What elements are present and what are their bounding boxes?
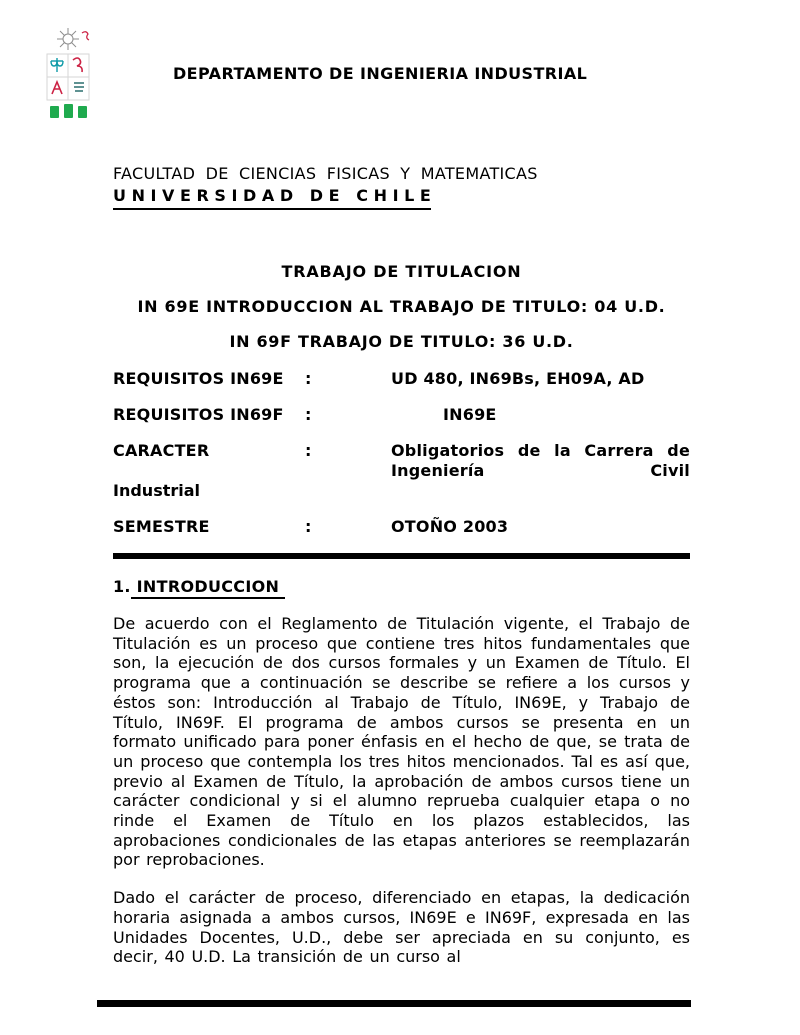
section-title: INTRODUCCION	[131, 576, 285, 599]
section-divider	[113, 553, 690, 559]
course-title-in69e: IN 69E INTRODUCCION AL TRABAJO DE TITULO: 04 U.D.	[137, 297, 666, 316]
department-header: DEPARTAMENTO DE INGENIERIA INDUSTRIAL	[173, 64, 588, 83]
info-label: REQUISITOS IN69E	[113, 369, 284, 388]
info-value: UD 480, IN69Bs, EH09A, AD	[391, 369, 645, 388]
document-content	[113, 0, 690, 967]
info-label: REQUISITOS IN69F	[113, 405, 284, 424]
info-label: CARACTER	[113, 441, 210, 460]
info-row-requisitos-in69e	[113, 369, 690, 389]
info-row-caracter	[113, 441, 690, 481]
info-row-semestre	[113, 517, 690, 537]
intro-paragraph-1: De acuerdo con el Reglamento de Titulación vigente, el Trabajo de Titulación es un proceso que contiene tres hitos fundamentales que son, la ejecución de dos cursos formales y un Examen de Título. El programa que a continuación se describe se refiere a los cursos y éstos son: Introducción al Trabajo de Título, IN69E, y Trabajo de Título, IN69F. El programa de ambos cursos se presenta en un formato unificado para poner énfasis en el hecho de que, se trata de un proceso que contempla los tres hitos mencionados. Tal es así que, previo al Examen de Título, la aprobación de ambos cursos tiene un carácter condicional y si el alumno reprueba cualquier etapa o no rinde el Examen de Título en los plazos establecidos, las aprobaciones condicionales de las etapas anteriores se reemplazarán por reprobaciones.	[113, 614, 690, 870]
university-line-wrap	[113, 185, 690, 210]
info-value: OTOÑO 2003	[391, 517, 509, 536]
info-colon: :	[305, 441, 312, 460]
info-colon: :	[305, 405, 312, 424]
university-line: U N I V E R S I D A D D E C H I L E	[113, 185, 431, 210]
info-value-overflow: Industrial	[113, 481, 201, 500]
intro-section-heading	[113, 576, 690, 599]
university-logo	[40, 26, 96, 130]
faculty-line: FACULTAD DE CIENCIAS FISICAS Y MATEMATICAS	[113, 164, 538, 183]
section-number: 1.	[113, 577, 131, 596]
footer-rule	[97, 1000, 691, 1007]
university-crest-icon	[40, 26, 96, 130]
info-colon: :	[305, 517, 312, 536]
info-row-requisitos-in69f	[113, 405, 690, 425]
info-value: Obligatorios de la Carrera de Ingeniería Civil	[391, 441, 690, 480]
course-title-in69f: IN 69F TRABAJO DE TITULO: 36 U.D.	[229, 332, 574, 351]
info-label: SEMESTRE	[113, 517, 210, 536]
info-value: IN69E	[443, 405, 497, 424]
course-info-block	[113, 369, 690, 537]
intro-paragraph-2: Dado el carácter de proceso, diferenciado en etapas, la dedicación horaria asignada a ambos cursos, IN69E e IN69F, expresada en las Unidades Docentes, U.D., debe ser apreciada en su conjunto, es decir, 40 U.D. La transición de un curso al	[113, 888, 690, 967]
info-colon: :	[305, 369, 312, 388]
program-title: TRABAJO DE TITULACION	[281, 262, 522, 281]
